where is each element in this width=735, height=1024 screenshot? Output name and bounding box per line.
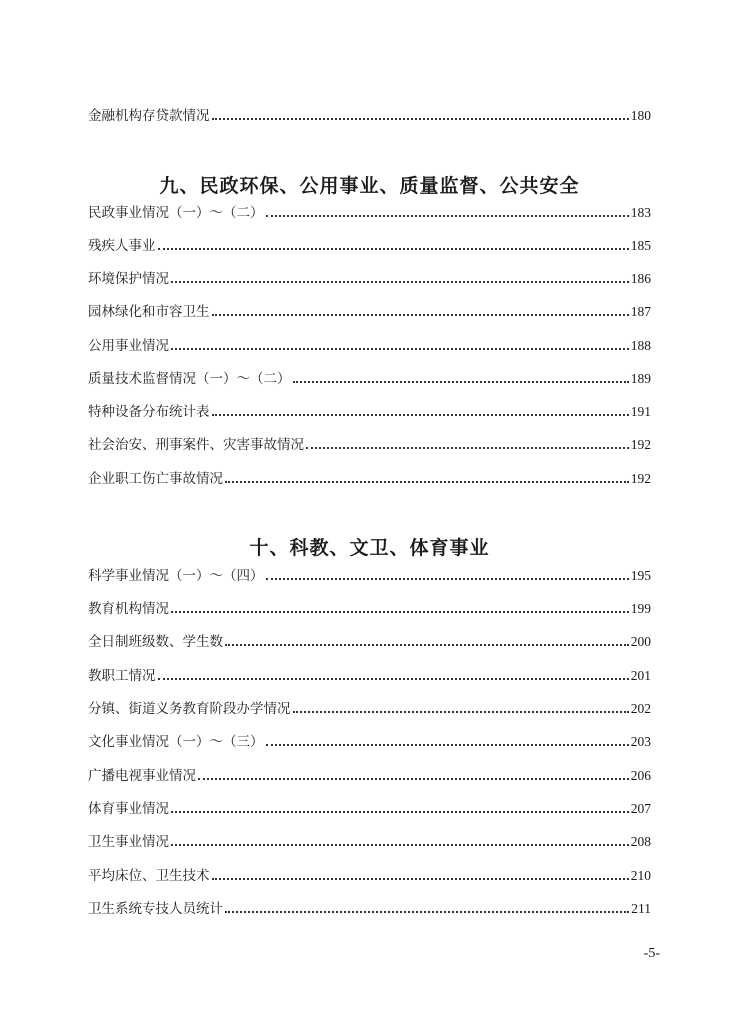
- toc-entry-label: 科学事业情况（一）～（四）: [88, 568, 264, 584]
- toc-entry-label: 体育事业情况: [88, 801, 169, 817]
- toc-entry[interactable]: [88, 665, 651, 687]
- toc-entry-page: 192: [630, 437, 651, 452]
- toc-entry-page: 183: [630, 205, 651, 220]
- toc-entry-label: 特种设备分布统计表: [88, 404, 210, 420]
- toc-entry[interactable]: [88, 335, 651, 357]
- dot-leader: [212, 108, 629, 120]
- toc-entry-label: 文化事业情况（一）～（三）: [88, 734, 264, 750]
- toc-entry[interactable]: [88, 268, 651, 290]
- toc-entry-label: 广播电视事业情况: [88, 768, 196, 784]
- toc-entry[interactable]: [88, 565, 651, 587]
- dot-leader: [266, 734, 629, 746]
- toc-entry-page: 195: [630, 568, 651, 583]
- toc-entry[interactable]: [88, 831, 651, 853]
- toc-entry-page: 187: [630, 304, 651, 319]
- toc-entry-label: 园林绿化和市容卫生: [88, 304, 210, 320]
- toc-entry-page: 189: [630, 371, 651, 386]
- dot-leader: [266, 205, 629, 217]
- dot-leader: [171, 601, 629, 613]
- toc-entry-page: 210: [630, 868, 651, 883]
- toc-entry-page: 211: [631, 901, 651, 916]
- toc-entry-page: 206: [630, 768, 651, 783]
- dot-leader: [293, 701, 629, 713]
- toc-entry[interactable]: [88, 368, 651, 390]
- toc-entry-label: 环境保护情况: [88, 271, 169, 287]
- dot-leader: [198, 768, 629, 780]
- toc-entry[interactable]: [88, 798, 651, 820]
- toc-entry-label: 教育机构情况: [88, 601, 169, 617]
- toc-entry[interactable]: [88, 202, 651, 224]
- section-heading: 九、民政环保、公用事业、质量监督、公共安全: [159, 175, 580, 197]
- toc-entry-page: 185: [630, 238, 651, 253]
- toc-entry-page: 203: [630, 734, 651, 749]
- page-number: -5-: [643, 946, 660, 961]
- toc-entry[interactable]: [88, 468, 651, 490]
- toc-entry-label: 平均床位、卫生技术: [88, 868, 210, 884]
- toc-entry-page: 191: [630, 404, 651, 419]
- toc-entry-page: 188: [630, 338, 651, 353]
- toc-entry-page: 201: [630, 668, 651, 683]
- toc-entry-label: 全日制班级数、学生数: [88, 634, 223, 650]
- toc-entry[interactable]: [88, 865, 651, 887]
- dot-leader: [225, 634, 629, 646]
- dot-leader: [225, 901, 629, 913]
- dot-leader: [158, 238, 629, 250]
- dot-leader: [306, 437, 629, 449]
- toc-entry[interactable]: [88, 598, 651, 620]
- toc-entry[interactable]: [88, 301, 651, 323]
- toc-entry-page: 200: [630, 634, 651, 649]
- dot-leader: [171, 338, 629, 350]
- dot-leader: [212, 404, 629, 416]
- toc-entry[interactable]: [88, 898, 651, 920]
- toc-entry-page: 207: [630, 801, 651, 816]
- toc-entry[interactable]: [88, 401, 651, 423]
- toc-entry[interactable]: [88, 765, 651, 787]
- dot-leader: [171, 271, 629, 283]
- toc-entry-label: 社会治安、刑事案件、灾害事故情况: [88, 437, 304, 453]
- toc-entry-page: 186: [630, 271, 651, 286]
- dot-leader: [225, 471, 629, 483]
- toc-entry[interactable]: [88, 434, 651, 456]
- toc-entry-label: 卫生事业情况: [88, 834, 169, 850]
- dot-leader: [212, 304, 629, 316]
- toc-entry-label: 残疾人事业: [88, 238, 156, 254]
- toc-entry-page: 202: [630, 701, 651, 716]
- toc-entry-label: 公用事业情况: [88, 338, 169, 354]
- toc-entry-label: 质量技术监督情况（一）～（二）: [88, 371, 291, 387]
- dot-leader: [293, 371, 629, 383]
- toc-entry-page: 208: [630, 834, 651, 849]
- toc-entry-page: 199: [630, 601, 651, 616]
- dot-leader: [171, 801, 629, 813]
- toc-entry[interactable]: [88, 631, 651, 653]
- toc-entry-label: 企业职工伤亡事故情况: [88, 471, 223, 487]
- toc-entry-label: 教职工情况: [88, 668, 156, 684]
- toc-entry[interactable]: [88, 698, 651, 720]
- toc-entry[interactable]: [88, 731, 651, 753]
- toc-entry[interactable]: [88, 105, 651, 127]
- toc-entry-page: 192: [630, 471, 651, 486]
- dot-leader: [212, 868, 629, 880]
- toc-entry-label: 金融机构存贷款情况: [88, 108, 210, 124]
- dot-leader: [266, 568, 629, 580]
- toc-entry[interactable]: [88, 235, 651, 257]
- section-heading: 十、科教、文卫、体育事业: [249, 537, 490, 559]
- toc-entry-label: 分镇、街道义务教育阶段办学情况: [88, 701, 291, 717]
- dot-leader: [158, 668, 629, 680]
- toc-entry-label: 民政事业情况（一）～（二）: [88, 205, 264, 221]
- toc-entry-page: 180: [630, 108, 651, 123]
- toc-entry-label: 卫生系统专技人员统计: [88, 901, 223, 917]
- dot-leader: [171, 834, 629, 846]
